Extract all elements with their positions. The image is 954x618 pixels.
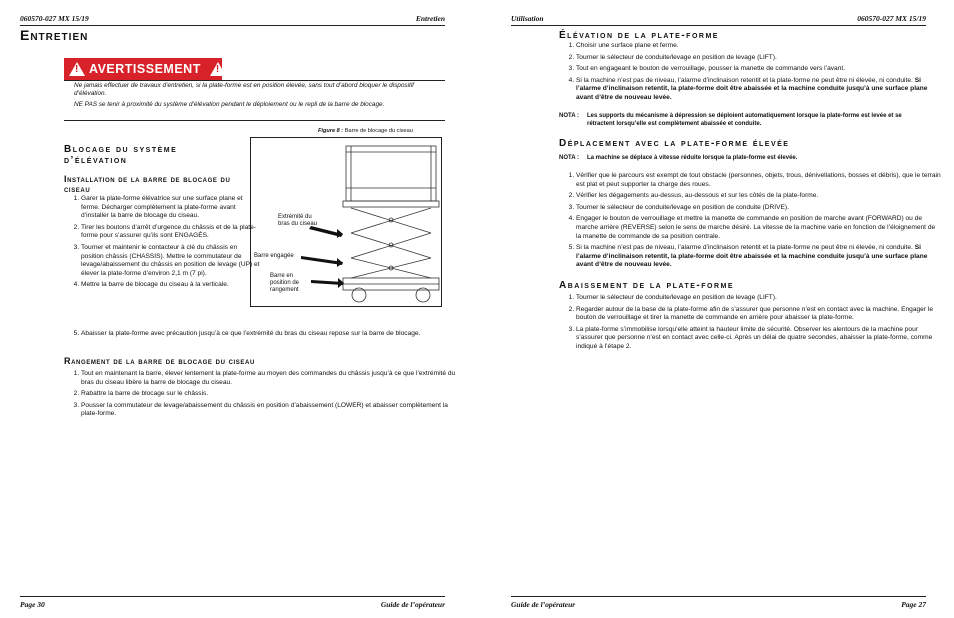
header-rule	[511, 25, 926, 26]
figure-number: Figure 8 :	[318, 128, 344, 134]
warning-rule-bottom	[64, 120, 445, 121]
footer-page-number: Page 30	[20, 600, 45, 609]
callout-bar-stowed: Barre en position de rangement	[270, 273, 300, 293]
page-title: Entretien	[20, 27, 89, 43]
note-text: La machine se déplace à vitesse réduite lorsque la plate-forme est élevée.	[587, 155, 798, 161]
note-raise	[559, 112, 925, 128]
list-item: 4. Mettre la barre de blocage du ciseau à la verticale.	[81, 281, 261, 290]
section-title-blocking: Blocage du système d’élévation	[64, 144, 178, 166]
list-item: 2. Rabattre la barre de blocage sur le châssis.	[81, 390, 461, 399]
list-item	[576, 244, 942, 270]
raise-steps-list	[559, 42, 942, 106]
section-title-raise: Élévation de la plate-forme	[559, 30, 719, 41]
stow-steps-list	[64, 370, 461, 422]
figure-caption	[318, 128, 413, 134]
callout-bar-engaged: Barre engagée	[254, 253, 294, 259]
list-item: 1. Tout en maintenant la barre, élever lentement la plate-forme au moyen des commandes du châssis jusqu’à ce que l’extrémité du bras du ciseau libère la barre de blocage du ciseau.	[81, 370, 461, 387]
list-item: 3. Tout en engageant le bouton de verrouillage, pousser la manette de commande vers l’avant.	[576, 65, 942, 74]
header-doc-number: 060570-027 MX 15/19	[857, 14, 926, 23]
list-item: 2. Regarder autour de la base de la plate-forme afin de s’assurer que personne n’est en contact avec la machine. Engager le bouton de verrouillage et tirer la manette de commande en arrière pour abaisser la plate-forme.	[576, 306, 942, 323]
right-page	[477, 0, 954, 618]
warning-label: AVERTISSEMENT	[89, 62, 201, 76]
step-text: Si la machine n’est pas de niveau, l’alarme d’inclinaison retentit et la plate-forme ne peut être ni élevée, ni conduite.	[576, 76, 913, 84]
warning-banner	[64, 58, 222, 80]
subsection-title-install: Installation de la barre de blocage du ciseau	[64, 174, 231, 194]
step-bold-text: Si l’alarme d’inclinaison retentit, la plate-forme doit être abaissée et la machine conduite jusqu’à une surface plane avant d’être de nouveau levée.	[576, 244, 928, 269]
lower-steps-list	[559, 294, 942, 355]
warning-icon-right: !	[210, 62, 226, 76]
note-drive	[559, 154, 925, 162]
footer-rule	[511, 596, 926, 597]
figure-caption-text: Barre de blocage du ciseau	[344, 128, 413, 134]
section-title-lower: Abaissement de la plate-forme	[559, 280, 735, 291]
list-item: 2. Tirer les boutons d’arrêt d’urgence du châssis et de la plate-forme pour s’assurer qu’ils sont ENGAGÉS.	[81, 224, 261, 241]
header-rule	[20, 25, 445, 26]
install-steps-list	[64, 195, 261, 293]
list-item: 3. La plate-forme s’immobilise lorsqu’elle atteint la hauteur limite de sécurité. Observer les alentours de la machine pour s’assurer que personne n’est en contact avec celle-ci. Après un délai de quatre secondes, abaisser la plate-forme, comme indiqué à l’étape 2.	[576, 326, 942, 352]
note-label: NOTA :	[559, 113, 579, 119]
list-item: 2. Tourner le sélecteur de conduite/levage en position de levage (LIFT).	[576, 54, 942, 63]
warning-rule-top	[64, 80, 445, 81]
list-item: 2. Vérifier les dégagements au-dessus, au-dessous et sur les côtés de la plate-forme.	[576, 192, 942, 201]
subsection-title-stow: Rangement de la barre de blocage du ciseau	[64, 356, 255, 366]
warning-text-2: NE PAS se tenir à proximité du système d’élévation pendant le déploiement ou le repli de la barre de blocage.	[74, 101, 385, 108]
section-title-drive-elevated: Déplacement avec la plate-forme élevée	[559, 138, 790, 149]
drive-steps-list	[559, 172, 942, 273]
list-item: 5. Abaisser la plate-forme avec précaution jusqu’à ce que l’extrémité du bras du ciseau repose sur la barre de blocage.	[81, 330, 461, 339]
list-item: 1. Choisir une surface plane et ferme.	[576, 42, 942, 51]
note-text: Les supports du mécanisme à dépression se déploient automatiquement lorsque la plate-forme est levée et se rétractent lorsqu’elle est complètement abaissée et conduite.	[587, 113, 902, 127]
list-item: 3. Tourner et maintenir le contacteur à clé du châssis en position châssis (CHASSIS). Mettre le commutateur de levage/abaissement du châssis en position de levage (UP) et élever la plate-forme d’environ 2,1 m (7 pi).	[81, 244, 261, 278]
footer-rule	[20, 596, 445, 597]
warning-text-1: Ne jamais effectuer de travaux d’entretien, si la plate-forme est en position élevée, sans tout d’abord bloquer le dispositif d’élévation.	[74, 82, 414, 97]
list-item: 3. Pousser la commutateur de levage/abaissement du châssis en position d’abaissement (LOWER) et abaisser complètement la plate-forme.	[81, 402, 461, 419]
list-item: 4. Engager le bouton de verrouillage et mettre la manette de commande en position de marche avant (FORWARD) ou de marche arrière (REVERSE) selon le sens de marche désiré. La vitesse de la machine varie en fonction de l’éloignement de la manette de commande de sa position centrale.	[576, 215, 942, 241]
install-steps-list-cont	[64, 330, 461, 342]
list-item: 1. Garer la plate-forme élévatrice sur une surface plane et ferme. Décharger complètement la plate-forme avant d’installer la barre de blocage du ciseau.	[81, 195, 261, 221]
step-text: Si la machine n’est pas de niveau, l’alarme d’inclinaison retentit et la plate-forme ne peut être ni élevée, ni conduite.	[576, 244, 913, 252]
footer-guide: Guide de l’opérateur	[511, 600, 576, 609]
header-doc-number: 060570-027 MX 15/19	[20, 14, 89, 23]
header-section: Entretien	[415, 14, 445, 23]
list-item: 1. Vérifier que le parcours est exempt de tout obstacle (personnes, objets, trous, dénivellations, bosses et débris), que le terrain est plat et peut supporter la charge des roues.	[576, 172, 942, 189]
footer-guide: Guide de l’opérateur	[380, 600, 445, 609]
note-label: NOTA :	[559, 155, 579, 161]
list-item	[576, 77, 942, 103]
list-item: 1. Tourner le sélecteur de conduite/levage en position de levage (LIFT).	[576, 294, 942, 303]
step-bold-text: Si l’alarme d’inclinaison retentit, la plate-forme doit être abaissée et la machine conduite jusqu’à une surface plane avant d’être de nouveau levée.	[576, 76, 928, 101]
list-item: 3. Tourner le sélecteur de conduite/levage en position de conduite (DRIVE).	[576, 204, 942, 213]
warning-icon: !	[69, 62, 85, 76]
callout-scissor-arm: Extrémité du bras du ciseau	[278, 214, 318, 227]
footer-page-number: Page 27	[901, 600, 926, 609]
header-section: Utilisation	[511, 14, 544, 23]
